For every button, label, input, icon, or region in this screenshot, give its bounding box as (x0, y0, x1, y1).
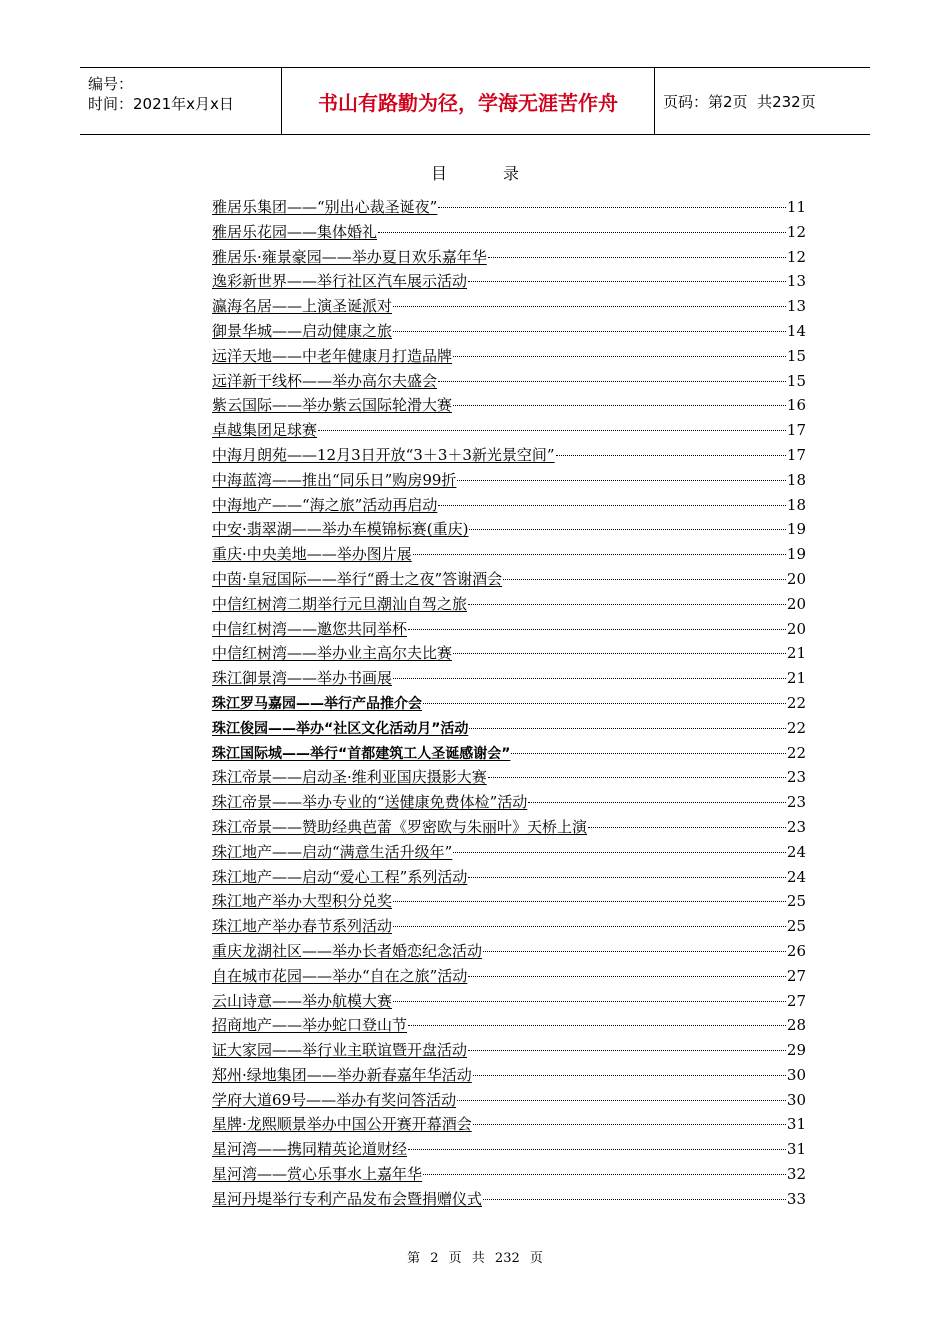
toc-entry[interactable] (212, 220, 806, 245)
toc-entry[interactable] (212, 939, 806, 964)
toc-leader-dots (453, 652, 786, 654)
page-header (80, 67, 870, 135)
toc-entry-title[interactable]: 珠江罗马嘉园——举行产品推介会 (212, 695, 422, 712)
toc-entry[interactable] (212, 1038, 806, 1063)
toc-entry[interactable] (212, 294, 806, 319)
toc-entry[interactable] (212, 815, 806, 840)
toc-leader-dots (393, 330, 786, 332)
toc-entry[interactable] (212, 865, 806, 890)
toc-entry-title[interactable]: 中海蓝湾——推出“同乐日”购房99折 (212, 470, 457, 489)
toc-leader-dots (488, 776, 786, 778)
toc-entry-title[interactable]: 中茵·皇冠国际——举行“爵士之夜”答谢酒会 (212, 569, 503, 588)
toc-leader-dots (473, 1074, 786, 1076)
toc-entry-page: 25 (786, 892, 806, 911)
toc-leader-dots (408, 1148, 786, 1150)
toc-entry-page: 27 (786, 991, 806, 1010)
toc-entry[interactable] (212, 641, 806, 666)
toc-entry-page: 18 (786, 495, 806, 514)
toc-entry-page: 19 (786, 545, 806, 564)
toc-leader-dots (483, 950, 786, 952)
toc-entry-page: 31 (786, 1140, 806, 1159)
toc-entry[interactable] (212, 195, 806, 220)
toc-entry-page: 20 (786, 619, 806, 638)
toc-entry[interactable] (212, 741, 806, 766)
toc-entry-page: 22 (786, 718, 806, 737)
toc-entry-page: 17 (786, 445, 806, 464)
toc-entry-page: 33 (786, 1189, 806, 1208)
toc-leader-dots (528, 801, 786, 803)
toc-leader-dots (588, 826, 786, 828)
toc-entry[interactable] (212, 468, 806, 493)
toc-leader-dots (378, 231, 786, 233)
toc-entry-title[interactable]: 珠江御景湾——举办书画展 (212, 669, 393, 688)
toc-entry-page: 25 (786, 917, 806, 936)
toc-leader-dots (438, 504, 786, 506)
header-motto-cell (282, 68, 655, 134)
toc-entry-page: 23 (786, 817, 806, 836)
header-motto: 书山有路勤为径，学海无涯苦作舟 (318, 90, 618, 115)
toc-leader-dots (413, 553, 786, 555)
toc-leader-dots (468, 876, 786, 878)
toc-entry-page: 12 (786, 247, 806, 266)
toc-entry-title[interactable]: 重庆·中央美地——举办图片展 (212, 545, 412, 564)
toc-leader-dots (483, 1198, 786, 1200)
toc-leader-dots (469, 727, 786, 729)
toc-entry-title[interactable]: 瀛海名居——上演圣诞派对 (212, 297, 393, 316)
toc-entry-title[interactable]: 珠江地产举办春节系列活动 (212, 917, 393, 936)
toc-entry[interactable] (212, 790, 806, 815)
toc-entry[interactable] (212, 1187, 806, 1212)
toc-entry[interactable] (212, 914, 806, 939)
toc-entry-title[interactable]: 珠江帝景——启动圣·维利亚国庆摄影大赛 (212, 768, 487, 787)
toc-entry[interactable] (212, 369, 806, 394)
toc-entry-page: 13 (786, 297, 806, 316)
toc-entry[interactable] (212, 889, 806, 914)
toc-entry-page: 22 (786, 693, 806, 712)
toc-leader-dots (423, 702, 786, 704)
toc-leader-dots (468, 975, 786, 977)
toc-entry-page: 17 (786, 421, 806, 440)
toc-entry-title[interactable]: 雅居乐集团——“别出心裁圣诞夜” (212, 198, 438, 216)
toc-entry[interactable] (212, 443, 806, 468)
toc-entry-page: 30 (786, 1065, 806, 1084)
toc-entry-page: 27 (786, 966, 806, 985)
toc-leader-dots (408, 628, 786, 630)
toc-entry[interactable] (212, 691, 806, 716)
toc-entry[interactable] (212, 542, 806, 567)
toc-entry-page: 24 (786, 867, 806, 886)
toc-entry-title[interactable]: 星河湾——赏心乐事水上嘉年华 (212, 1165, 423, 1184)
toc-entry-title[interactable]: 云山诗意——举办航模大赛 (212, 991, 393, 1010)
toc-entry[interactable] (212, 1063, 806, 1088)
toc-entry-title[interactable]: 重庆龙湖社区——举办长者婚恋纪念活动 (212, 941, 483, 960)
toc-leader-dots (453, 355, 786, 357)
toc-entry-page: 30 (786, 1090, 806, 1109)
toc-entry-title[interactable]: 自在城市花园——举办“自在之旅”活动 (212, 966, 468, 985)
toc-leader-dots (503, 578, 786, 580)
toc-leader-dots (468, 280, 786, 282)
toc-entry-title[interactable]: 远洋天地——中老年健康月打造品牌 (212, 346, 453, 365)
toc-entry-page: 26 (786, 941, 806, 960)
toc-list (212, 195, 806, 1212)
toc-entry[interactable] (212, 269, 806, 294)
toc-leader-dots (408, 1024, 786, 1026)
toc-entry-title[interactable]: 中信红树湾——举办业主高尔夫比赛 (212, 644, 453, 663)
toc-entry[interactable] (212, 989, 806, 1014)
toc-entry-page: 21 (786, 644, 806, 663)
toc-entry[interactable] (212, 245, 806, 270)
toc-entry-title[interactable]: 中安·翡翠湖——举办车模锦标赛(重庆) (212, 520, 469, 539)
toc-entry-page: 32 (786, 1165, 806, 1184)
toc-entry[interactable] (212, 344, 806, 369)
toc-entry-title[interactable]: 远洋新干线杯——举办高尔夫盛会 (212, 371, 438, 390)
toc-entry[interactable] (212, 567, 806, 592)
toc-entry-page: 15 (786, 371, 806, 390)
toc-entry-page: 12 (786, 222, 806, 241)
toc-entry-title[interactable]: 星河丹堤举行专利产品发布会暨捐赠仪式 (212, 1189, 483, 1208)
time-label: 时间：2021年x月x日 (88, 95, 234, 113)
toc-entry-page: 24 (786, 842, 806, 861)
toc-entry-page: 31 (786, 1115, 806, 1134)
toc-leader-dots (511, 752, 786, 754)
toc-entry[interactable] (212, 1162, 806, 1187)
toc-entry-title[interactable]: 雅居乐花园——集体婚礼 (212, 222, 378, 241)
header-left-cell (80, 68, 282, 134)
toc-entry[interactable] (212, 1013, 806, 1038)
toc-entry-title[interactable]: 卓越集团足球赛 (212, 421, 318, 440)
toc-entry-page: 20 (786, 594, 806, 613)
toc-entry-page: 23 (786, 793, 806, 812)
toc-entry-page: 21 (786, 669, 806, 688)
toc-leader-dots (453, 404, 786, 406)
toc-leader-dots (473, 1123, 786, 1125)
toc-entry-title[interactable]: 中信红树湾二期举行元旦潮汕自驾之旅 (212, 594, 468, 613)
toc-entry[interactable] (212, 765, 806, 790)
header-page-cell (655, 68, 870, 134)
toc-entry-page: 15 (786, 346, 806, 365)
toc-entry-page: 18 (786, 470, 806, 489)
toc-title-right: 录 (503, 164, 520, 183)
toc-leader-dots (393, 900, 786, 902)
toc-entry-title[interactable]: 中海地产——“海之旅”活动再启动 (212, 495, 438, 514)
toc-leader-dots (393, 305, 786, 307)
toc-leader-dots (457, 479, 785, 481)
toc-entry-page: 23 (786, 768, 806, 787)
toc-entry-title[interactable]: 星牌·龙熙顺景举办中国公开赛开幕酒会 (212, 1115, 472, 1134)
toc-entry-title[interactable]: 招商地产——举办蛇口登山节 (212, 1016, 408, 1035)
toc-leader-dots (393, 1000, 786, 1002)
toc-entry-title[interactable]: 中信红树湾——邀您共同举杯 (212, 619, 408, 638)
toc-entry-page: 11 (786, 198, 806, 216)
toc-entry[interactable] (212, 1112, 806, 1137)
toc-entry-title[interactable]: 雅居乐·雍景豪园——举办夏日欢乐嘉年华 (212, 247, 487, 266)
toc-entry-title[interactable]: 珠江帝景——赞助经典芭蕾《罗密欧与朱丽叶》天桥上演 (212, 817, 588, 836)
toc-entry[interactable] (212, 592, 806, 617)
toc-entry[interactable] (212, 716, 806, 741)
toc-entry-title[interactable]: 学府大道69号——举办有奖问答活动 (212, 1090, 457, 1109)
toc-entry[interactable] (212, 1137, 806, 1162)
toc-entry-page: 20 (786, 569, 806, 588)
toc-leader-dots (423, 1173, 786, 1175)
toc-entry-page: 29 (786, 1041, 806, 1060)
toc-entry[interactable] (212, 517, 806, 542)
toc-entry-title[interactable]: 珠江国际城——举行“首都建筑工人圣诞感谢会” (212, 745, 511, 762)
toc-leader-dots (556, 454, 786, 456)
toc-entry[interactable] (212, 319, 806, 344)
toc-entry-page: 28 (786, 1016, 806, 1035)
toc-leader-dots (393, 677, 786, 679)
toc-entry-title[interactable]: 紫云国际——举办紫云国际轮滑大赛 (212, 396, 453, 415)
toc-leader-dots (438, 206, 786, 208)
toc-leader-dots (488, 256, 786, 258)
toc-entry-title[interactable]: 星河湾——携同精英论道财经 (212, 1140, 408, 1159)
toc-entry-title[interactable]: 中海月朗苑——12月3日开放“3＋3＋3新光景空间” (212, 445, 555, 464)
toc-leader-dots (318, 429, 786, 431)
toc-entry-title[interactable]: 珠江地产举办大型积分兑奖 (212, 892, 393, 911)
toc-entry[interactable] (212, 964, 806, 989)
toc-entry-title[interactable]: 郑州·绿地集团——举办新春嘉年华活动 (212, 1065, 472, 1084)
toc-entry[interactable] (212, 666, 806, 691)
toc-leader-dots (457, 1099, 786, 1101)
toc-entry-page: 16 (786, 396, 806, 415)
toc-entry[interactable] (212, 1088, 806, 1113)
toc-entry[interactable] (212, 493, 806, 518)
toc-leader-dots (468, 1049, 786, 1051)
toc-entry-title[interactable]: 珠江俊园——举办“社区文化活动月”活动 (212, 720, 469, 737)
header-page-info: 页码：第2页 共232页 (663, 92, 816, 111)
toc-entry[interactable] (212, 617, 806, 642)
toc-entry[interactable] (212, 840, 806, 865)
toc-entry-title[interactable]: 珠江地产——启动“满意生活升级年” (212, 842, 453, 861)
toc-entry-page: 19 (786, 520, 806, 539)
serial-label: 编号： (88, 75, 134, 93)
page-footer (0, 1247, 950, 1266)
toc-entry-title[interactable]: 珠江地产——启动“爱心工程”系列活动 (212, 867, 468, 886)
toc-entry-title[interactable]: 珠江帝景——举办专业的“送健康免费体检”活动 (212, 793, 528, 812)
toc-entry-title[interactable]: 逸彩新世界——举行社区汽车展示活动 (212, 272, 468, 291)
toc-entry[interactable] (212, 418, 806, 443)
toc-title-left: 目 (430, 164, 447, 183)
toc-entry-title[interactable]: 御景华城——启动健康之旅 (212, 321, 393, 340)
toc-title (0, 161, 950, 184)
toc-entry-page: 22 (786, 743, 806, 762)
toc-entry-page: 14 (786, 321, 806, 340)
toc-leader-dots (438, 380, 786, 382)
toc-leader-dots (453, 851, 786, 853)
toc-entry[interactable] (212, 393, 806, 418)
footer-page-text: 第 2 页 共 232 页 (407, 1251, 543, 1266)
toc-leader-dots (393, 925, 786, 927)
toc-leader-dots (468, 603, 786, 605)
toc-entry-page: 13 (786, 272, 806, 291)
toc-entry-title[interactable]: 证大家园——举行业主联谊暨开盘活动 (212, 1041, 468, 1060)
toc-leader-dots (469, 528, 785, 530)
